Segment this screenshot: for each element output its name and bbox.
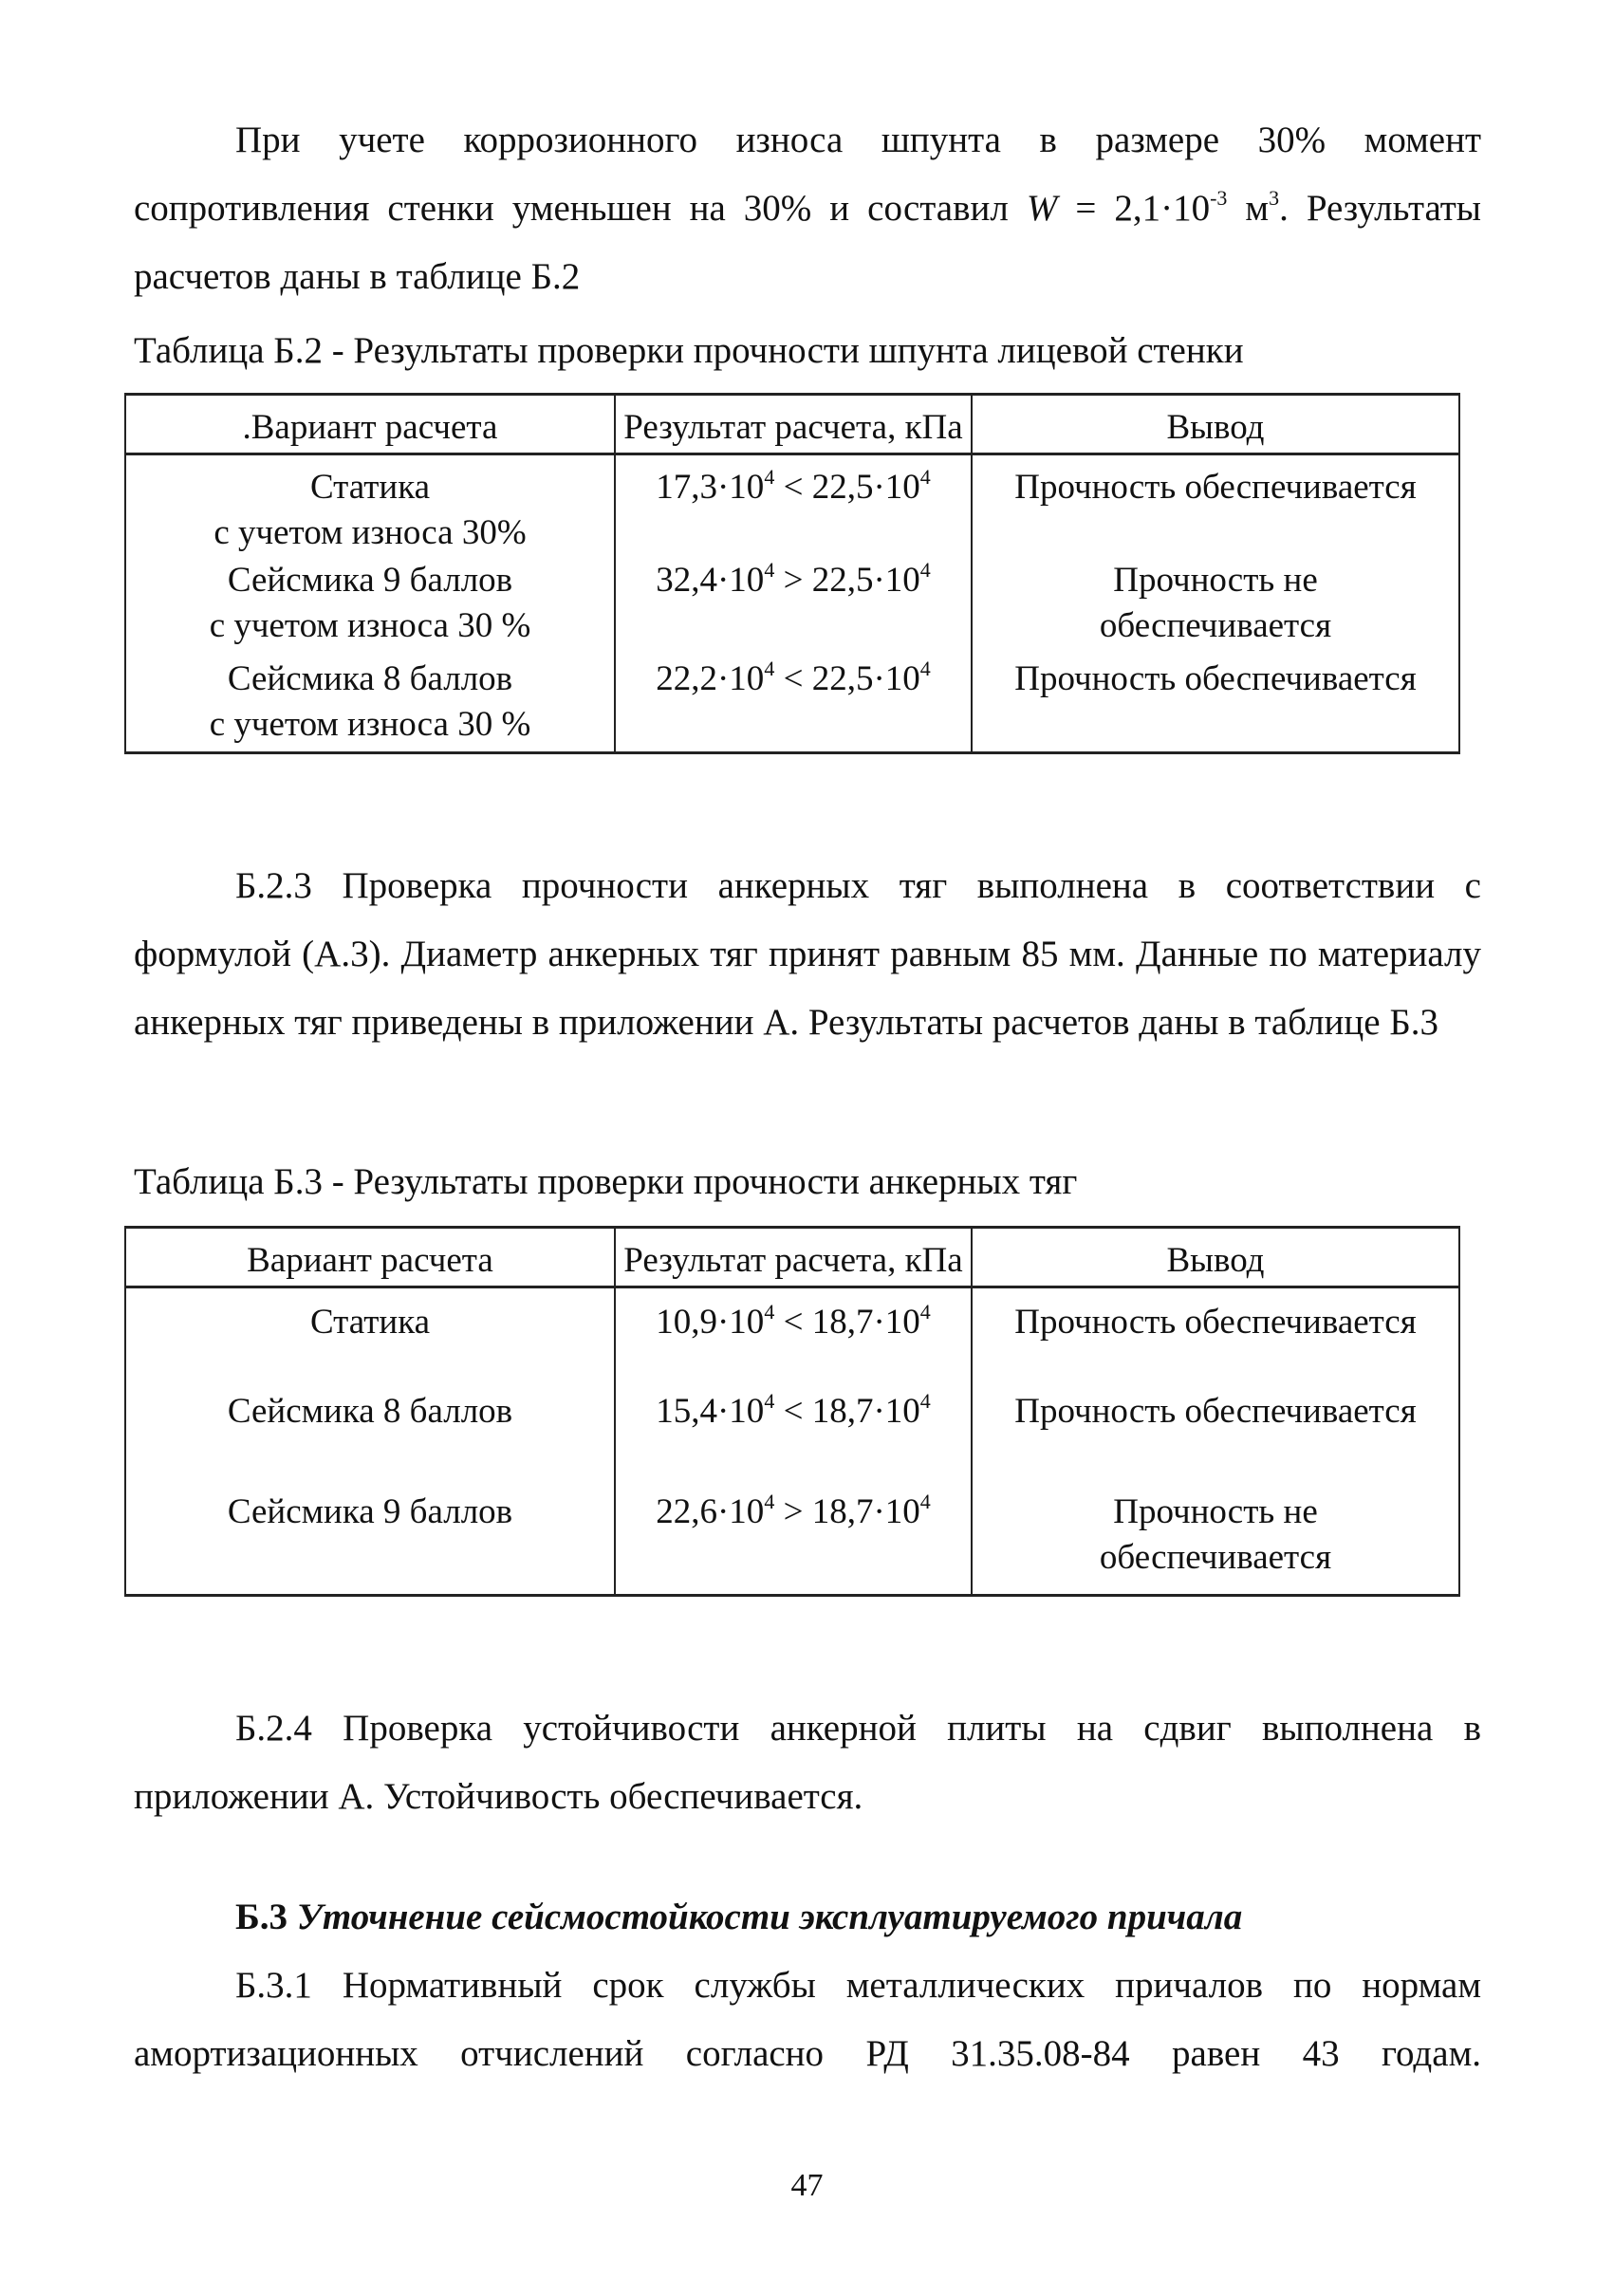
cell-variant: Сейсмика 9 баллов с учетом износа 30 % (125, 558, 615, 657)
header-conclusion: Вывод (972, 395, 1459, 454)
cell-conclusion: Прочность обеспечивается (972, 657, 1459, 753)
cell-variant: Сейсмика 8 баллов (125, 1389, 615, 1490)
table-header-row (125, 395, 1459, 454)
paragraph-service-life (134, 1952, 1481, 2088)
table3-caption: Таблица Б.3 - Результаты проверки прочности анкерных тяг (134, 1161, 1078, 1202)
cell-conclusion: Прочность не обеспечивается (972, 1490, 1459, 1596)
section-number: Б.3 (235, 1897, 288, 1937)
cell-conclusion: Прочность обеспечивается (972, 1287, 1459, 1390)
paragraph-text-tail: . Результаты расчетов даны в таблице Б.2 (134, 188, 1482, 297)
cell-variant: Сейсмика 8 баллов с учетом износа 30 % (125, 657, 615, 753)
header-variant: Вариант расчета (125, 1228, 615, 1287)
header-result: Результат расчета, кПа (615, 1228, 972, 1287)
cell-result: $22,2\cdot 10^4 < 22,5\cdot 10^4$ (615, 657, 972, 753)
cell-result: $32,4\cdot 10^4 > 22,5\cdot 10^4$ (615, 558, 972, 657)
table-row (125, 657, 1459, 753)
table-header-row (125, 1228, 1459, 1287)
cell-conclusion: Прочность обеспечивается (972, 454, 1459, 559)
cell-result: $10,9\cdot 10^4 < 18,7\cdot 10^4$ (615, 1287, 972, 1390)
formula-value: = 2,1·10 (1057, 188, 1211, 229)
paragraph-text: Б.2.4 Проверка устойчивости анкерной плиты на сдвиг выполнена в приложении А. Устойчивость обеспечивается. (134, 1708, 1481, 1817)
table-row (125, 1287, 1459, 1390)
formula-variable: W (1026, 188, 1058, 229)
cell-result: $15,4\cdot 10^4 < 18,7\cdot 10^4$ (615, 1389, 972, 1490)
page-number: 47 (790, 2168, 824, 2203)
paragraph-corrosion (134, 106, 1481, 311)
paragraph-text: Б.3.1 Нормативный срок службы металлических причалов по нормам амортизационных отчислений согласно РД 31.35.08-84 равен 43 годам. (134, 1965, 1481, 2074)
paragraph-text: Б.2.3 Проверка прочности анкерных тяг выполнена в соответствии с формулой (А.3). Диаметр анкерных тяг принят равным 85 мм. Данные по материалу анкерных тяг приведены в приложении А. Результаты расчетов даны в таблице Б.3 (134, 865, 1481, 1043)
header-variant: .Вариант расчета (125, 395, 615, 454)
paragraph-anchor-check (134, 852, 1481, 1057)
formula-unit: м (1227, 188, 1270, 229)
cell-result: $22,6\cdot 10^4 > 18,7\cdot 10^4$ (615, 1490, 972, 1596)
header-result: Результат расчета, кПа (615, 395, 972, 454)
table-b3 (124, 1226, 1460, 1597)
table-row (125, 1490, 1459, 1596)
table-row (125, 454, 1459, 559)
table-b2 (124, 393, 1460, 754)
cell-result: $17,3\cdot 10^4 < 22,5\cdot 10^4$ (615, 454, 972, 559)
cell-conclusion: Прочность не обеспечивается (972, 558, 1459, 657)
cell-variant: Статика (125, 1287, 615, 1390)
table-row (125, 1389, 1459, 1490)
table-row (125, 558, 1459, 657)
formula-exponent: -3 (1210, 186, 1228, 210)
section-title: Уточнение сейсмостойкости эксплуатируемого причала (296, 1897, 1243, 1937)
paragraph-anchor-plate (134, 1694, 1481, 1831)
table2-caption: Таблица Б.2 - Результаты проверки прочности шпунта лицевой стенки (134, 330, 1244, 371)
paragraph-text: При учете коррозионного износа шпунта в размере 30% момент сопротивления стенки уменьшен на 30% и составил (134, 120, 1481, 229)
cell-variant: Статика с учетом износа 30% (125, 454, 615, 559)
cell-variant: Сейсмика 9 баллов (125, 1490, 615, 1596)
section-heading (134, 1883, 1481, 1952)
unit-exponent: 3 (1269, 186, 1280, 210)
header-conclusion: Вывод (972, 1228, 1459, 1287)
cell-conclusion: Прочность обеспечивается (972, 1389, 1459, 1490)
